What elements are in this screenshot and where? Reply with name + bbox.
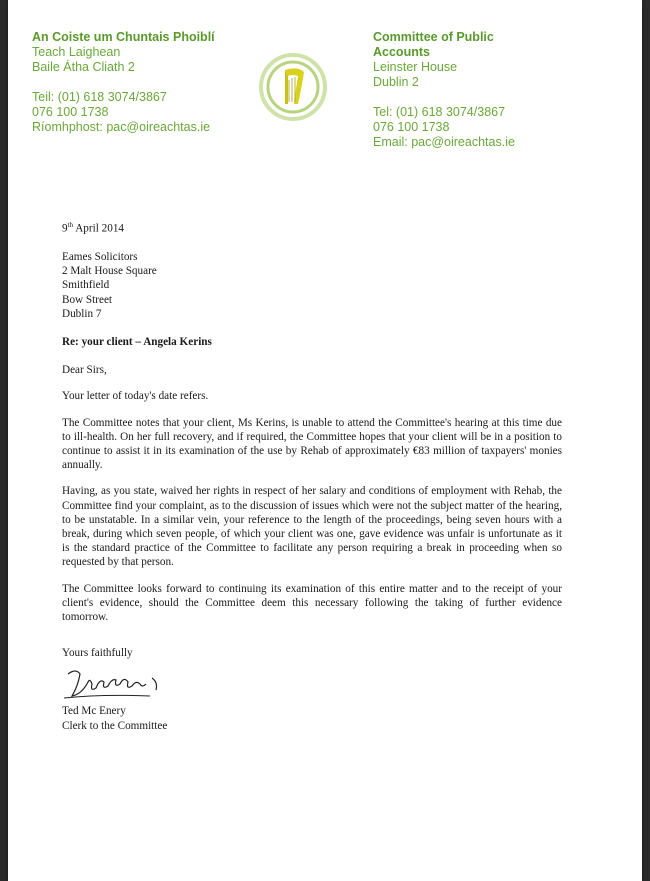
paragraph: Having, as you state, waived her rights in respect of her salary and conditions of employment with Rehab, the Committee find your complaint, as to the discussion of issues which were not the subject matter of the hearing, to be unstatable. In a similar vein, your reference to the length of the proceedings, being seven hours with a break, during which seven people, of which your client was one, gave evidence was unfair is unfortunate as it is the standard practice of the Committee to facilitate any person requiring a break in proceeding when so requested by that person. xyxy=(62,485,562,569)
telephone-irish: Teil: (01) 618 3074/3867 xyxy=(32,90,167,104)
letter-page xyxy=(8,0,642,881)
harp-emblem-icon xyxy=(258,52,328,122)
address-line1: Leinster House xyxy=(373,60,458,74)
paragraph: Your letter of today's date refers. xyxy=(62,390,209,403)
address-line1-irish: Teach Laighean xyxy=(32,45,121,59)
letter-date: 9th April 2014 xyxy=(62,221,125,235)
letter-body xyxy=(62,218,562,733)
address-line2-irish: Baile Átha Cliath 2 xyxy=(32,60,135,74)
closing: Yours faithfully xyxy=(62,647,133,660)
email: Email: pac@oireachtas.ie xyxy=(373,135,515,149)
address-line2: Dublin 2 xyxy=(373,75,419,89)
recipient-line: 2 Malt House Square xyxy=(62,265,157,278)
subject-line: Re: your client – Angela Kerins xyxy=(62,335,212,348)
telephone: Tel: (01) 618 3074/3867 xyxy=(373,105,506,119)
phone2: 076 100 1738 xyxy=(373,120,450,134)
paragraph: The Committee notes that your client, Ms Kerins, is unable to attend the Committee's hearing at this time due to ill-health. On her full recovery, and if required, the Committee hopes that your client will be in a position to continue to assist it in its examination of the use by Rehab of approximately €83 million of taxpayers' monies annually. xyxy=(62,416,562,472)
phone2-irish: 076 100 1738 xyxy=(32,105,109,119)
signatory xyxy=(62,704,562,732)
org-name-line2: Accounts xyxy=(373,45,430,59)
signatory-name: Ted Mc Enery xyxy=(62,705,126,718)
signatory-title: Clerk to the Committee xyxy=(62,719,168,732)
recipient-line: Dublin 7 xyxy=(62,307,102,320)
recipient-line: Eames Solicitors xyxy=(62,250,138,263)
email-irish: Ríomhphost: pac@oireachtas.ie xyxy=(32,120,211,134)
org-name-irish: An Coiste um Chuntais Phoiblí xyxy=(32,30,215,44)
header-right-english xyxy=(373,30,613,150)
recipient-line: Smithfield xyxy=(62,279,110,292)
org-name-line1: Committee of Public xyxy=(373,30,494,44)
paragraph: The Committee looks forward to continuing its examination of this entire matter and to the receipt of your client's evidence, should the Committee deem this necessary following the taking of further evidence tomorrow. xyxy=(62,582,562,623)
salutation: Dear Sirs, xyxy=(62,364,107,377)
header-left-irish xyxy=(32,30,272,135)
handwritten-signature-icon xyxy=(62,664,562,704)
recipient-line: Bow Street xyxy=(62,293,113,306)
recipient-address xyxy=(62,250,562,321)
